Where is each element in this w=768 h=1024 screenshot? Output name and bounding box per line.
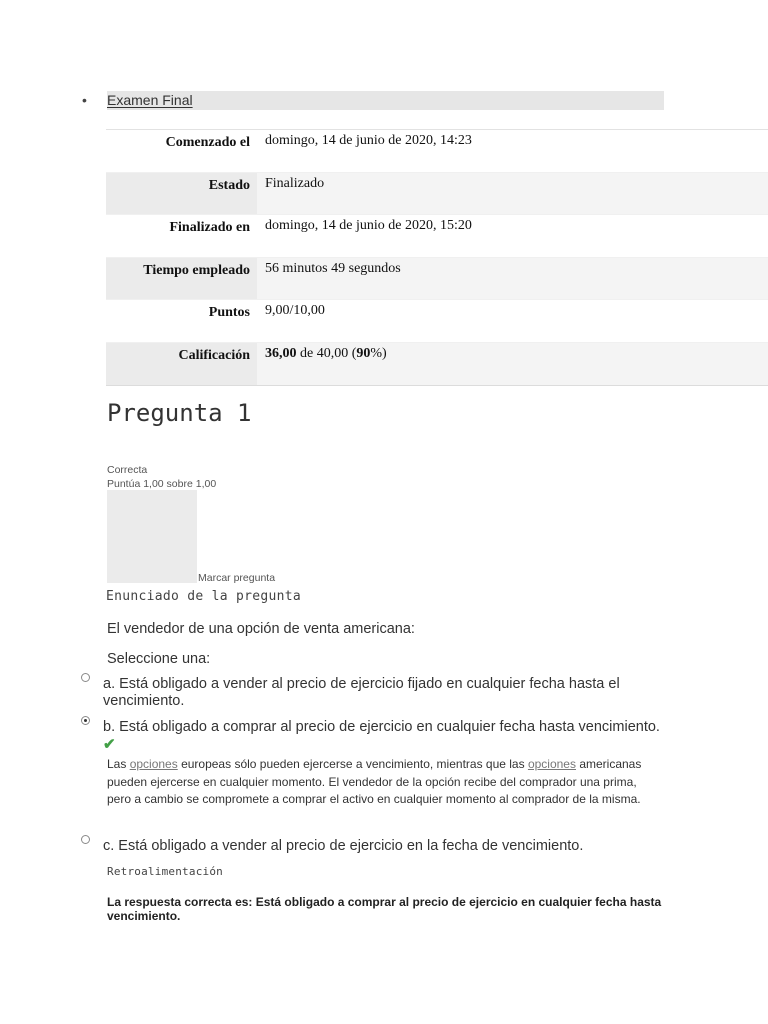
feedback-text: Las: [107, 757, 130, 771]
option-b[interactable]: [103, 719, 663, 754]
option-feedback: [107, 756, 652, 809]
radio-option-c[interactable]: [81, 835, 90, 844]
grade-score: 36,00: [265, 345, 297, 361]
summary-row-state: [106, 173, 768, 216]
attempt-summary-table: [106, 129, 768, 386]
question-points: Puntúa 1,00 sobre 1,00: [107, 478, 217, 490]
summary-value: [257, 343, 768, 385]
summary-value: domingo, 14 de junio de 2020, 15:20: [265, 218, 472, 234]
grade-of: de 40,00 (: [296, 345, 357, 361]
breadcrumb-link-examen-final[interactable]: Examen Final: [107, 92, 193, 108]
glossary-link-opciones[interactable]: opciones: [527, 757, 576, 771]
summary-label: Calificación: [106, 343, 257, 385]
flag-question-area[interactable]: [107, 490, 197, 583]
feedback-heading: Retroalimentación: [107, 865, 223, 878]
question-prompt: Seleccione una:: [107, 651, 211, 667]
summary-row-finished: [106, 215, 768, 258]
feedback-text: europeas sólo pueden ejercerse a vencimiento, mientras que las: [177, 757, 528, 771]
checkmark-icon: ✔: [103, 736, 116, 753]
glossary-link-opciones[interactable]: opciones: [129, 757, 178, 771]
question-info: [107, 463, 216, 491]
grade-suffix: %): [370, 345, 387, 361]
option-b-text: b. Está obligado a comprar al precio de ejercicio en cualquier fecha hasta vencimiento.: [103, 719, 660, 735]
question-state: Correcta: [107, 464, 148, 476]
summary-row-started: [106, 130, 768, 173]
summary-row-time: [106, 258, 768, 301]
correct-answer: La respuesta correcta es: Está obligado a comprar al precio de ejercicio en cualquier fecha hasta vencimiento.: [107, 895, 662, 923]
option-c[interactable]: c. Está obligado a vender al precio de ejercicio en la fecha de vencimiento.: [103, 838, 584, 854]
grade-percent: 90: [356, 345, 371, 361]
summary-value: 56 minutos 49 segundos: [265, 260, 401, 276]
breadcrumb-bullet: •: [82, 92, 87, 108]
summary-row-points: [106, 300, 768, 343]
flag-question-link[interactable]: Marcar pregunta: [198, 572, 276, 584]
feedback-text: americanas pueden ejercerse en cualquier momento. El vendedor de la opción recibe del comprador una prima, pero a cambio se compromete a comprar el activo en cualquier momento al comprador de la misma.: [107, 757, 642, 806]
summary-label: Estado: [106, 173, 257, 215]
radio-option-a[interactable]: [81, 673, 90, 682]
question-text: El vendedor de una opción de venta americana:: [107, 621, 415, 637]
summary-label: Puntos: [208, 305, 250, 321]
radio-option-b[interactable]: [81, 716, 90, 725]
summary-row-grade: [106, 343, 768, 385]
summary-label: Comenzado el: [165, 135, 250, 150]
summary-label: Tiempo empleado: [106, 258, 257, 300]
summary-value: 9,00/10,00: [265, 303, 325, 319]
question-heading: Enunciado de la pregunta: [106, 589, 302, 604]
summary-label: Finalizado en: [169, 220, 250, 236]
summary-value: domingo, 14 de junio de 2020, 14:23: [265, 133, 472, 148]
question-title: Pregunta 1: [107, 399, 252, 427]
option-a[interactable]: a. Está obligado a vender al precio de ejercicio fijado en cualquier fecha hasta el vencimiento.: [103, 676, 620, 709]
summary-value: Finalizado: [265, 175, 325, 191]
